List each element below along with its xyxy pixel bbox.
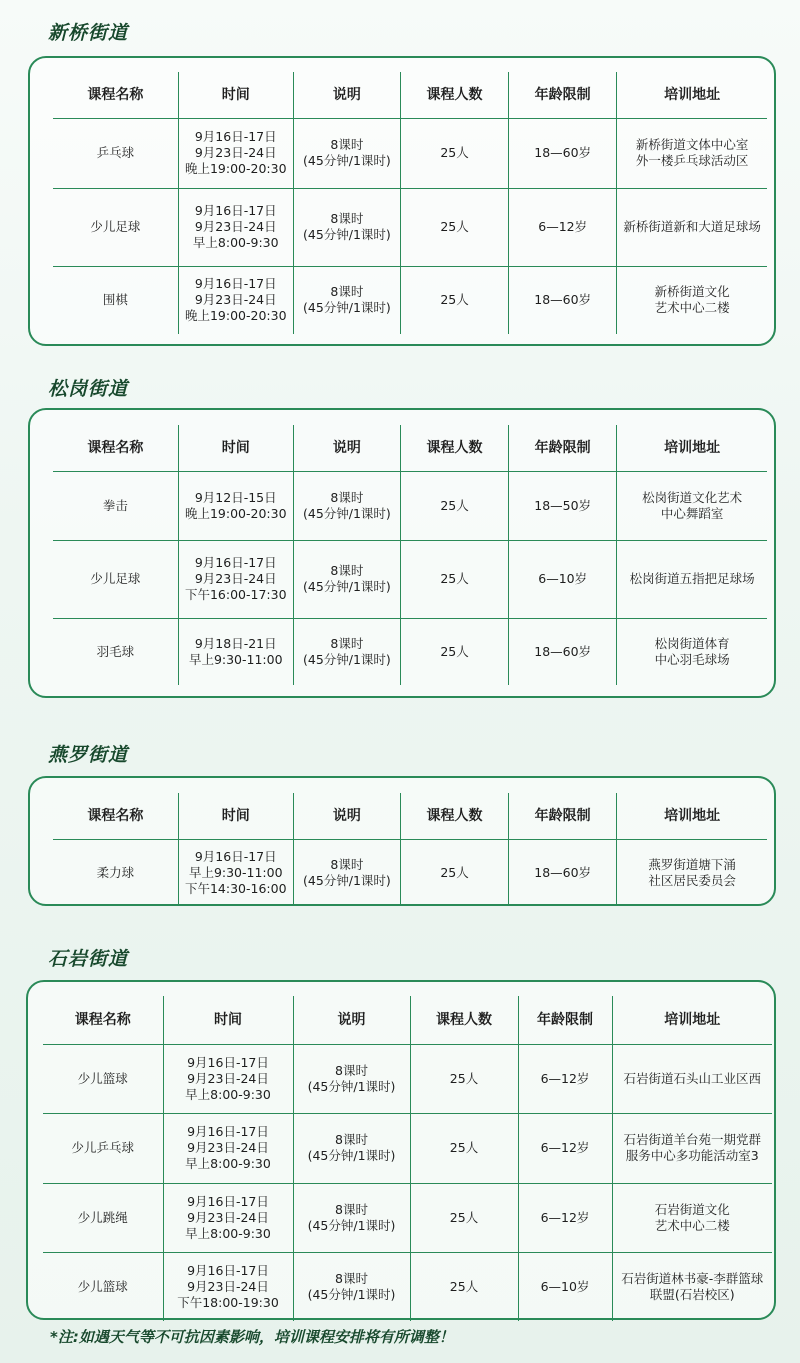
cell-address [617, 540, 767, 618]
cell-capacity: 25人 [400, 471, 508, 540]
cell-time [163, 1113, 293, 1183]
footnote: *注:如遇天气等不可抗因素影响，培训课程安排将有所调整！ [50, 1328, 454, 1346]
header-description: 说明 [293, 72, 400, 118]
cell-age-limit: 6—12岁 [509, 188, 617, 266]
time-line: 早上8:00-9:30 [192, 235, 279, 250]
cell-course-name: 围棋 [102, 292, 128, 308]
description-line: 8课时 [330, 856, 364, 872]
table-row [43, 1252, 772, 1321]
cell-capacity: 25人 [400, 118, 508, 188]
address-line: 艺术中心二楼 [654, 300, 730, 316]
description-line: (45分钟/1课时) [302, 153, 391, 168]
header-capacity: 课程人数 [410, 996, 518, 1044]
description-line: 8课时 [330, 563, 364, 578]
cell-time [163, 1252, 293, 1321]
header-description: 说明 [293, 996, 410, 1044]
header-time: 时间 [163, 996, 293, 1044]
address-line: 新桥街道文体中心室 [635, 137, 749, 152]
description-line: (45分钟/1课时) [302, 505, 391, 521]
section-title: 松岗街道 [48, 378, 129, 400]
time-line: 9月16日-17日 [187, 1262, 269, 1278]
cell-age-limit: 18—60岁 [509, 266, 617, 334]
table-header-row [53, 72, 767, 118]
table-header-row [43, 996, 772, 1044]
cell-capacity: 25人 [410, 1044, 518, 1113]
time-line: 早上8:00-9:30 [185, 1225, 271, 1241]
address-line: 社区居民委员会 [648, 872, 736, 888]
cell-capacity: 25人 [410, 1183, 518, 1252]
cell-age-limit: 18—50岁 [509, 471, 617, 540]
cell-description [293, 1252, 410, 1321]
cell-age-limit: 6—12岁 [518, 1113, 612, 1183]
header-course-name: 课程名称 [53, 425, 178, 471]
cell-address [617, 118, 767, 188]
table-row [53, 188, 767, 266]
time-line: 9月16日-17日 [194, 276, 277, 292]
course-table [53, 793, 767, 906]
cell-description [293, 188, 400, 266]
time-line: 早上9:30-11:00 [188, 651, 283, 667]
description-line: 8课时 [330, 137, 364, 152]
address-line: 中心舞蹈室 [660, 505, 724, 521]
section-title: 新桥街道 [48, 22, 129, 44]
time-line: 9月23日-24日 [187, 1209, 269, 1225]
course-table [53, 425, 767, 685]
table-row [43, 1183, 772, 1252]
address-line: 外一楼乒乓球活动区 [635, 153, 749, 168]
address-line: 松岗街道体育 [654, 635, 730, 651]
cell-address [617, 839, 767, 906]
description-line: (45分钟/1课时) [302, 651, 391, 667]
time-line: 9月23日-24日 [187, 1140, 269, 1155]
cell-course-name: 少儿乒乓球 [43, 1113, 163, 1183]
description-line: 8课时 [335, 1062, 368, 1078]
description-line: (45分钟/1课时) [307, 1217, 396, 1233]
description-line: (45分钟/1课时) [302, 872, 391, 888]
table-row [53, 839, 767, 906]
address-line: 中心羽毛球场 [654, 651, 730, 667]
cell-capacity: 25人 [400, 839, 508, 906]
course-table [43, 996, 772, 1321]
header-description: 说明 [293, 425, 400, 471]
time-line: 早上8:00-9:30 [185, 1086, 271, 1102]
description-line: (45分钟/1课时) [302, 300, 391, 316]
description-line: (45分钟/1课时) [307, 1148, 396, 1163]
header-time: 时间 [178, 793, 293, 839]
cell-course-name: 乒乓球 [53, 118, 178, 188]
cell-capacity: 25人 [400, 188, 508, 266]
header-address: 培训地址 [617, 425, 767, 471]
cell-course-name: 少儿跳绳 [43, 1183, 163, 1252]
address-line: 新桥街道新和大道足球场 [623, 219, 761, 234]
address-line: 艺术中心二楼 [654, 1217, 730, 1233]
cell-address [612, 1252, 772, 1321]
time-line: 9月16日-17日 [187, 1124, 269, 1139]
cell-description [293, 471, 400, 540]
address-line: 松岗街道五指把足球场 [629, 571, 755, 586]
description-line: 8课时 [335, 1201, 368, 1217]
cell-capacity: 25人 [410, 1252, 518, 1321]
description-line: (45分钟/1课时) [307, 1078, 396, 1094]
time-line: 9月18日-21日 [194, 635, 277, 651]
cell-time [178, 839, 293, 906]
description-line: 8课时 [330, 284, 364, 300]
time-line: 9月16日-17日 [194, 203, 277, 218]
cell-course-name: 柔力球 [96, 864, 135, 880]
cell-time [178, 471, 293, 540]
header-capacity: 课程人数 [400, 72, 508, 118]
description-line: (45分钟/1课时) [302, 579, 391, 594]
header-course-name: 课程名称 [53, 793, 178, 839]
table-row [53, 471, 767, 540]
cell-time [178, 118, 293, 188]
time-line: 晚上19:00-20:30 [184, 161, 287, 176]
header-description: 说明 [293, 793, 400, 839]
header-address: 培训地址 [617, 72, 767, 118]
table-row [43, 1113, 772, 1183]
address-line: 石岩街道林书豪-李群篮球 [621, 1270, 764, 1286]
header-time: 时间 [178, 425, 293, 471]
cell-age-limit: 18—60岁 [509, 839, 617, 906]
time-line: 早上8:00-9:30 [185, 1156, 271, 1171]
header-capacity: 课程人数 [400, 425, 508, 471]
description-line: (45分钟/1课时) [302, 227, 391, 242]
address-line: 石岩街道羊台苑一期党群 [623, 1132, 761, 1147]
time-line: 9月16日-17日 [187, 1054, 269, 1070]
time-line: 9月23日-24日 [187, 1278, 269, 1294]
table-row [53, 118, 767, 188]
cell-age-limit: 6—12岁 [518, 1044, 612, 1113]
cell-age-limit: 6—12岁 [518, 1183, 612, 1252]
description-line: 8课时 [335, 1270, 368, 1286]
cell-description [293, 1044, 410, 1113]
description-line: 8课时 [335, 1132, 368, 1147]
header-age-limit: 年龄限制 [509, 72, 617, 118]
cell-age-limit: 6—10岁 [509, 540, 617, 618]
time-line: 9月23日-24日 [194, 571, 277, 586]
cell-description [293, 618, 400, 685]
cell-time [178, 266, 293, 334]
section-title: 石岩街道 [48, 948, 129, 970]
time-line: 下午18:00-19:30 [177, 1294, 279, 1310]
table-row [53, 618, 767, 685]
table-header-row [53, 793, 767, 839]
cell-time [163, 1044, 293, 1113]
header-time: 时间 [178, 72, 293, 118]
header-age-limit: 年龄限制 [509, 425, 617, 471]
cell-time [163, 1183, 293, 1252]
time-line: 9月23日-24日 [194, 292, 277, 308]
address-line: 石岩街道石头山工业区西 [623, 1070, 761, 1086]
address-line: 新桥街道文化 [654, 284, 730, 300]
cell-capacity: 25人 [400, 266, 508, 334]
cell-address [617, 188, 767, 266]
cell-description [293, 839, 400, 906]
description-line: (45分钟/1课时) [307, 1286, 396, 1302]
cell-address [617, 618, 767, 685]
address-line: 联盟(石岩校区) [649, 1286, 735, 1302]
description-line: 8课时 [330, 489, 364, 505]
cell-course-name: 少儿篮球 [43, 1044, 163, 1113]
cell-address [612, 1113, 772, 1183]
time-line: 9月16日-17日 [194, 129, 277, 144]
time-line: 9月16日-17日 [194, 555, 277, 570]
address-line: 松岗街道文化艺术 [642, 489, 743, 505]
cell-time [178, 618, 293, 685]
table-row [43, 1044, 772, 1113]
address-line: 石岩街道文化 [654, 1201, 730, 1217]
time-line: 9月23日-24日 [194, 219, 277, 234]
section-title: 燕罗街道 [48, 744, 129, 766]
cell-course-name: 少儿篮球 [77, 1278, 128, 1294]
cell-course-name: 少儿足球 [53, 188, 178, 266]
description-line: 8课时 [330, 211, 364, 226]
time-line: 晚上19:00-20:30 [184, 505, 287, 521]
cell-address [617, 266, 767, 334]
cell-age-limit: 6—10岁 [518, 1252, 612, 1321]
cell-course-name: 拳击 [53, 471, 178, 540]
cell-age-limit: 18—60岁 [509, 118, 617, 188]
cell-description [293, 1183, 410, 1252]
address-line: 服务中心多功能活动室3 [625, 1148, 759, 1163]
table-header-row [53, 425, 767, 471]
header-address: 培训地址 [612, 996, 772, 1044]
header-age-limit: 年龄限制 [509, 793, 617, 839]
cell-description [293, 1113, 410, 1183]
header-course-name: 课程名称 [43, 996, 163, 1044]
cell-time [178, 540, 293, 618]
cell-address [617, 471, 767, 540]
time-line: 9月23日-24日 [194, 145, 277, 160]
course-table [53, 72, 767, 334]
cell-description [293, 118, 400, 188]
time-line: 下午16:00-17:30 [184, 587, 287, 602]
cell-age-limit: 18—60岁 [509, 618, 617, 685]
cell-time [178, 188, 293, 266]
header-course-name: 课程名称 [53, 72, 178, 118]
cell-course-name: 少儿足球 [53, 540, 178, 618]
time-line: 9月12日-15日 [194, 489, 277, 505]
cell-capacity: 25人 [410, 1113, 518, 1183]
time-line: 9月16日-17日 [187, 1193, 269, 1209]
cell-address [612, 1183, 772, 1252]
cell-course-name: 羽毛球 [96, 643, 135, 659]
header-age-limit: 年龄限制 [518, 996, 612, 1044]
cell-description [293, 266, 400, 334]
header-address: 培训地址 [617, 793, 767, 839]
cell-description [293, 540, 400, 618]
cell-address [612, 1044, 772, 1113]
time-line: 9月23日-24日 [187, 1070, 269, 1086]
time-line: 晚上19:00-20:30 [184, 308, 287, 324]
description-line: 8课时 [330, 635, 364, 651]
cell-capacity: 25人 [400, 540, 508, 618]
time-line: 9月16日-17日 [194, 848, 277, 864]
time-line: 下午14:30-16:00 [184, 880, 287, 896]
address-line: 燕罗街道塘下涌 [648, 856, 736, 872]
header-capacity: 课程人数 [400, 793, 508, 839]
time-line: 早上9:30-11:00 [188, 864, 283, 880]
table-row [53, 540, 767, 618]
table-row [53, 266, 767, 334]
cell-capacity: 25人 [400, 618, 508, 685]
